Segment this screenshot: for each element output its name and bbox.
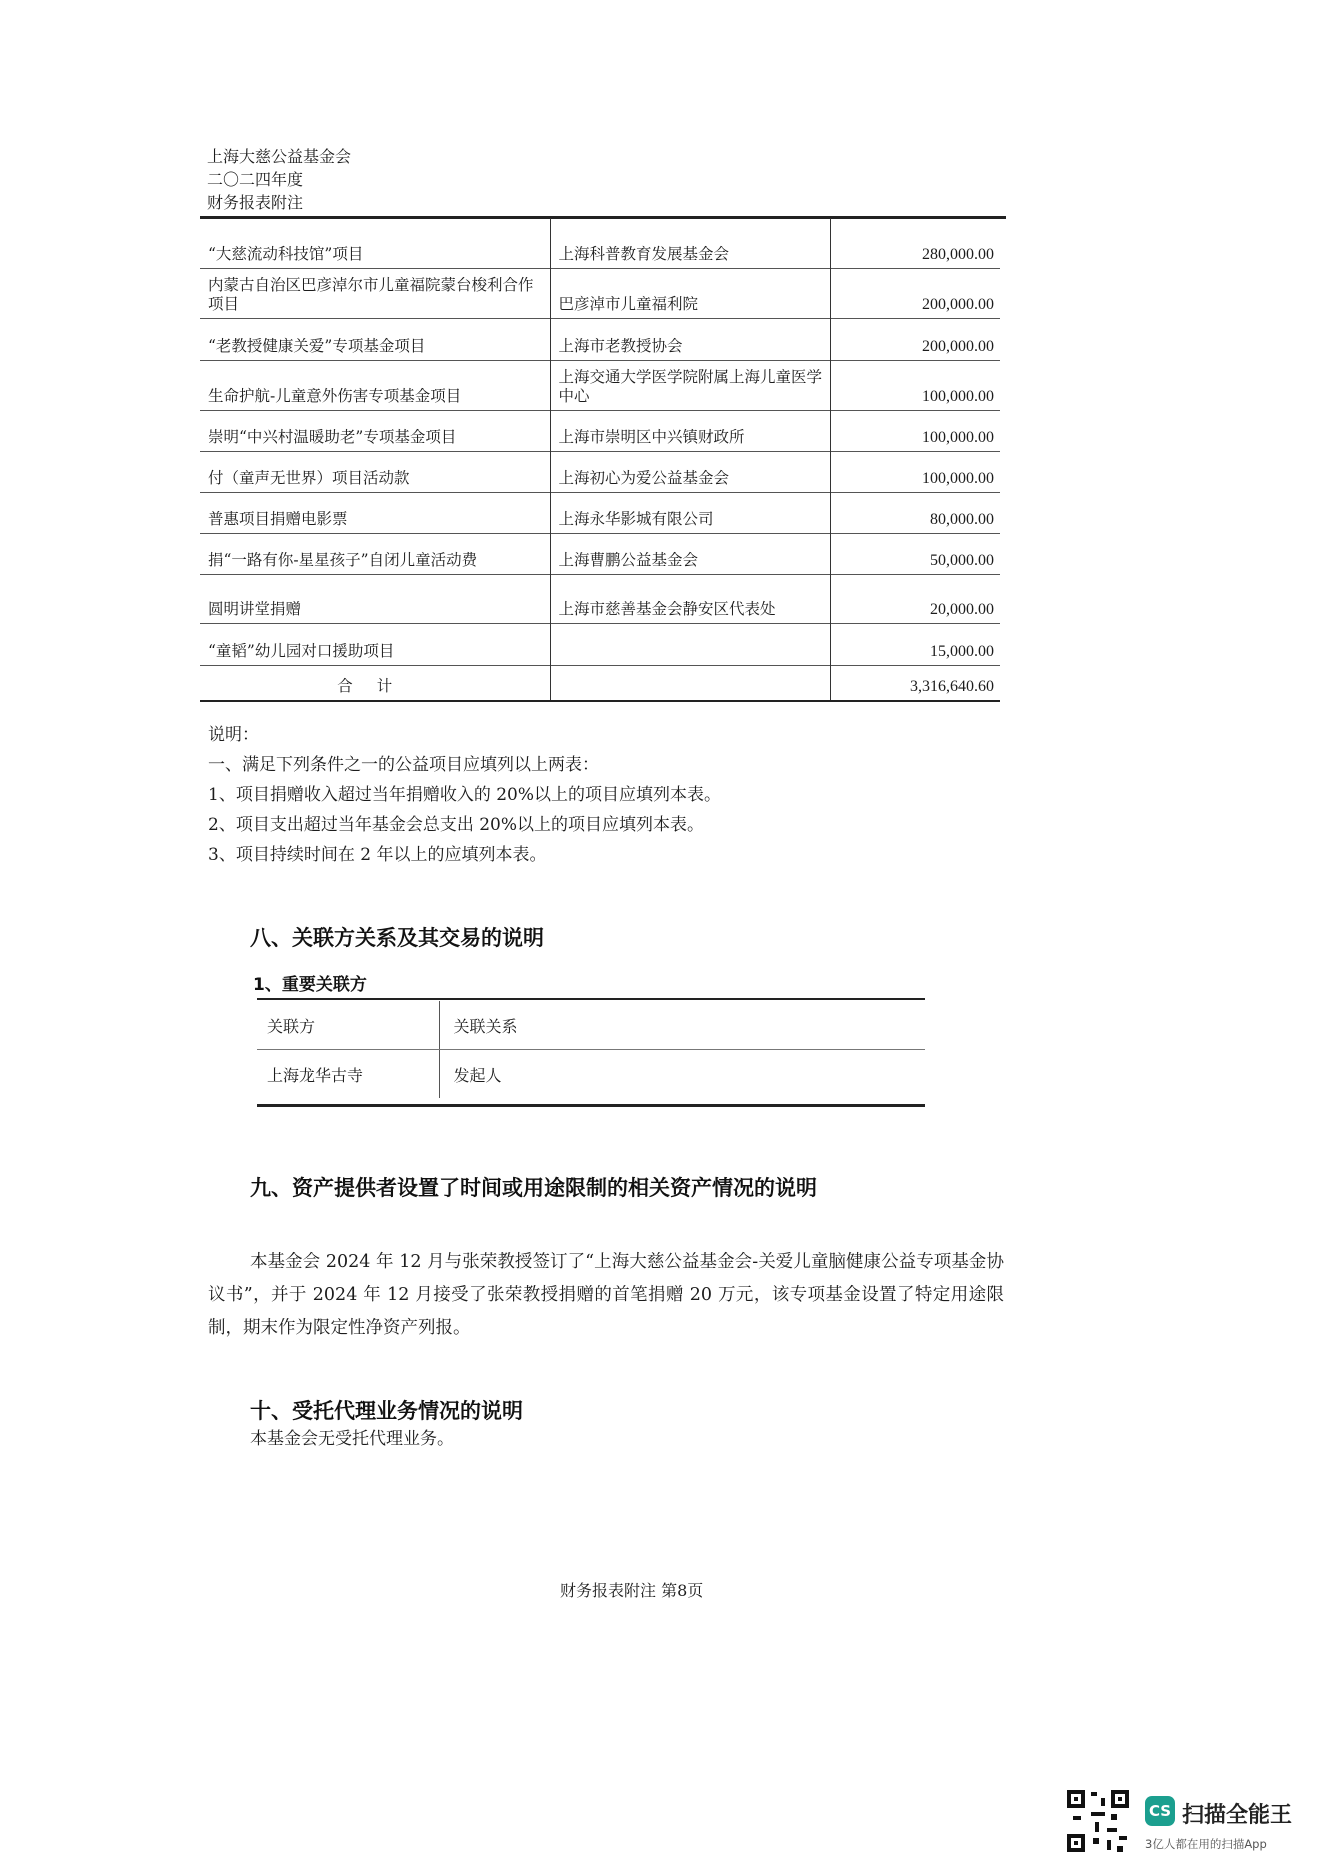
project-name: “大慈流动科技馆”项目 [208, 244, 364, 263]
table-row [200, 360, 1000, 410]
recipient-name [550, 623, 830, 665]
section10-body: 本基金会无受托代理业务。 [250, 1429, 454, 1449]
page-footer: 财务报表附注 第8页 [560, 1581, 704, 1600]
table-header-row [257, 1001, 925, 1050]
section8-subtitle: 1、重要关联方 [253, 975, 367, 995]
amount: 200,000.00 [830, 268, 1000, 318]
amount: 20,000.00 [830, 574, 1000, 623]
header-doc-title: 财务报表附注 [207, 193, 304, 212]
related-table-bottom-rule [257, 1104, 925, 1107]
scanner-app-slogan: 3亿人都在用的扫描App [1145, 1837, 1267, 1851]
section9-body: 本基金会 2024 年 12 月与张荣教授签订了“上海大慈公益基金会-关爱儿童脑健康公益专项基金协议书”，并于 2024 年 12 月接受了张荣教授捐赠的首笔捐赠 20 万元，该专项基金设置了特定用途限制，期末作为限定性净资产列报。 [208, 1252, 1004, 1338]
recipient-name: 上海市老教授协会 [550, 318, 830, 360]
project-name: 捐“一路有你-星星孩子”自闭儿童活动费 [200, 533, 550, 574]
total-amount: 3,316,640.60 [830, 665, 1000, 701]
notes-line: 3、项目持续时间在 2 年以上的应填列本表。 [208, 845, 547, 865]
project-name: 崇明“中兴村温暖助老”专项基金项目 [200, 410, 550, 451]
amount: 100,000.00 [830, 410, 1000, 451]
header-year: 二〇二四年度 [207, 170, 304, 189]
notes-line: 2、项目支出超过当年基金会总支出 20%以上的项目应填列本表。 [208, 815, 705, 835]
table-row [200, 268, 1000, 318]
related-table-top-rule [257, 998, 925, 1000]
section8-title: 八、关联方关系及其交易的说明 [250, 926, 544, 950]
amount: 15,000.00 [830, 623, 1000, 665]
amount: 50,000.00 [830, 533, 1000, 574]
qr-code-icon [1067, 1790, 1129, 1852]
amount: 100,000.00 [830, 451, 1000, 492]
table-row [200, 533, 1000, 574]
amount: 80,000.00 [830, 492, 1000, 533]
table-row [200, 318, 1000, 360]
section10-title: 十、受托代理业务情况的说明 [250, 1399, 523, 1423]
project-name: 内蒙古自治区巴彦淖尔市儿童福院蒙台梭利合作项目 [200, 268, 550, 318]
related-party-table [257, 1001, 925, 1098]
scanner-app-name: 扫描全能王 [1182, 1803, 1293, 1828]
recipient-name: 上海交通大学医学院附属上海儿童医学中心 [550, 360, 830, 410]
amount: 100,000.00 [830, 360, 1000, 410]
table-row [200, 623, 1000, 665]
project-name: 付（童声无世界）项目活动款 [200, 451, 550, 492]
recipient-name: 上海市慈善基金会静安区代表处 [550, 574, 830, 623]
notes-title: 说明： [208, 725, 259, 745]
amount: 200,000.00 [830, 318, 1000, 360]
total-label: 合计 [200, 665, 550, 701]
table-row [200, 492, 1000, 533]
table-row [200, 410, 1000, 451]
project-table [200, 218, 1000, 702]
notes-line: 1、项目捐赠收入超过当年捐赠收入的 20%以上的项目应填列本表。 [208, 785, 722, 805]
recipient-name: 上海市崇明区中兴镇财政所 [550, 410, 830, 451]
recipient-name: 上海永华影城有限公司 [550, 492, 830, 533]
table-row [200, 451, 1000, 492]
relation: 发起人 [439, 1050, 925, 1099]
project-name: “童韬”幼儿园对口援助项目 [200, 623, 550, 665]
project-name: “老教授健康关爱”专项基金项目 [200, 318, 550, 360]
recipient-name: 上海曹鹏公益基金会 [550, 533, 830, 574]
total-blank [550, 665, 830, 701]
project-name: 普惠项目捐赠电影票 [200, 492, 550, 533]
col-header-party: 关联方 [257, 1001, 439, 1050]
total-row [200, 665, 1000, 701]
header-org: 上海大慈公益基金会 [207, 147, 352, 166]
notes-line: 一、满足下列条件之一的公益项目应填列以上两表： [208, 755, 599, 775]
recipient-name: 上海初心为爱公益基金会 [550, 451, 830, 492]
table-row [200, 218, 1000, 268]
scanner-app-logo: CS [1145, 1796, 1175, 1826]
amount: 280,000.00 [830, 218, 1000, 268]
project-name: 圆明讲堂捐赠 [200, 574, 550, 623]
related-party: 上海龙华古寺 [267, 1065, 364, 1085]
table-row [200, 574, 1000, 623]
col-header-relation: 关联关系 [439, 1001, 925, 1050]
table-row [257, 1050, 925, 1099]
section9-title: 九、资产提供者设置了时间或用途限制的相关资产情况的说明 [250, 1176, 817, 1200]
project-name: 生命护航-儿童意外伤害专项基金项目 [200, 360, 550, 410]
recipient-name: 上海科普教育发展基金会 [550, 218, 830, 268]
recipient-name: 巴彦淖市儿童福利院 [550, 268, 830, 318]
